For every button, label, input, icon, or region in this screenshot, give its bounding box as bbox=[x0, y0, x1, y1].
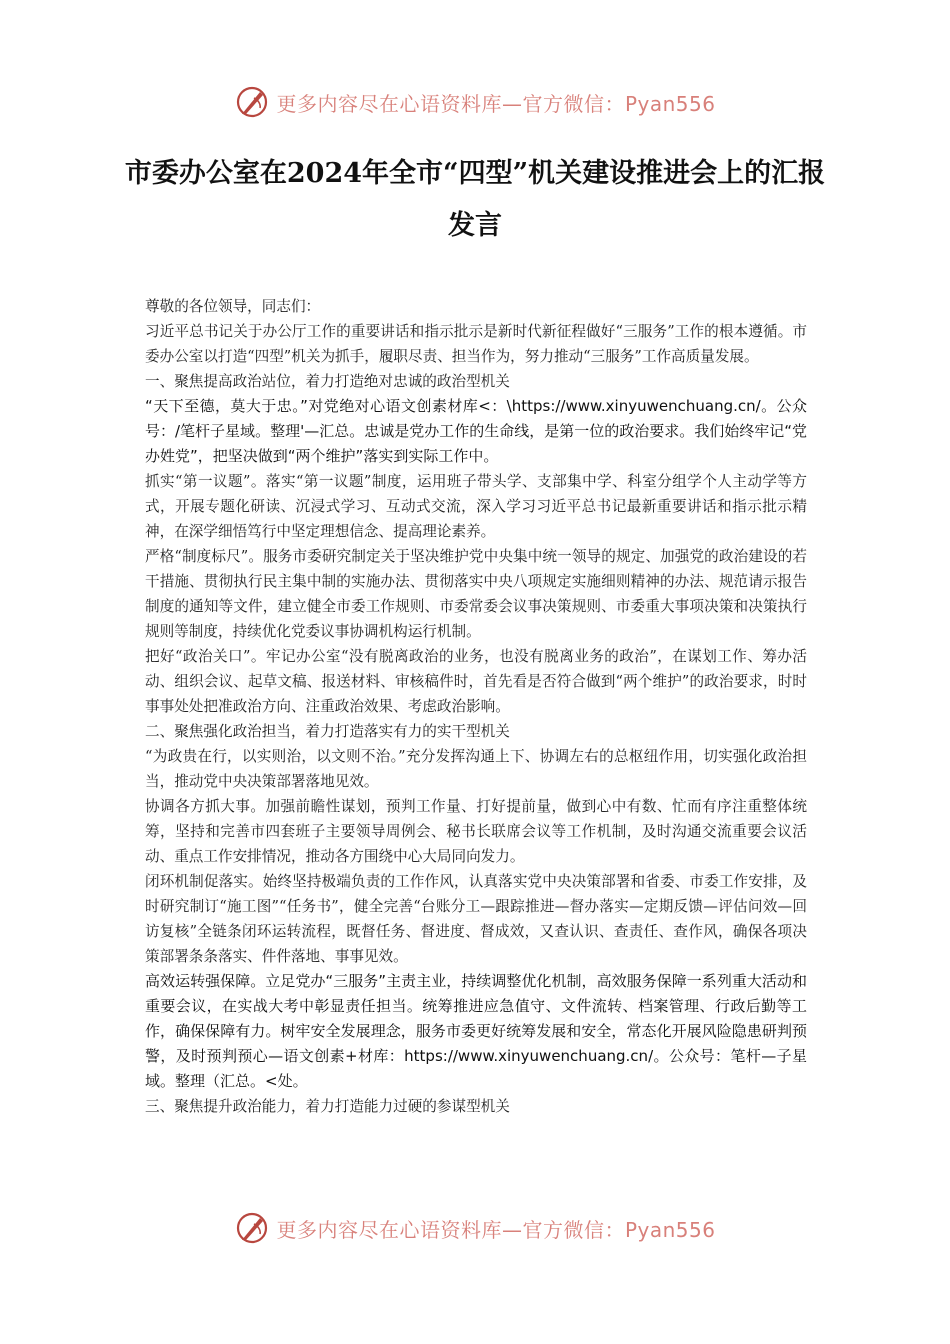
watermark-banner-top bbox=[0, 82, 950, 122]
section-heading: 三、聚焦提升政治能力，着力打造能力过硬的参谋型机关 bbox=[145, 1098, 510, 1115]
quill-logo-icon bbox=[234, 1210, 270, 1246]
quill-logo-icon bbox=[234, 84, 270, 120]
paragraph: 协调各方抓大事。加强前瞻性谋划，预判工作量、打好提前量，做到心中有数、忙而有序注重整体统筹，坚持和完善市四套班子主要领导周例会、秘书长联席会议等工作机制，及时沟通交流重要会议活动、重点工作安排情况，推动各方围绕中心大局同向发力。 bbox=[145, 798, 807, 865]
paragraph: 习近平总书记关于办公厅工作的重要讲话和指示批示是新时代新征程做好“三服务”工作的根本遵循。市委办公室以打造“四型”机关为抓手，履职尽责、担当作为，努力推动“三服务”工作高质量发展。 bbox=[145, 323, 807, 365]
paragraph: 把好“政治关口”。牢记办公室“没有脱离政治的业务，也没有脱离业务的政治”，在谋划工作、筹办活动、组织会议、起草文稿、报送材料、审核稿件时，首先看是否符合做到“两个维护”的政治要求，时时事事处处把准政治方向、注重政治效果、考虑政治影响。 bbox=[145, 648, 807, 715]
paragraph: 高效运转强保障。立足党办“三服务”主责主业，持续调整优化机制，高效服务保障一系列重大活动和重要会议，在实战大考中彰显责任担当。统筹推进应急值守、文件流转、档案管理、行政后勤等工作，确保保障有力。树牢安全发展理念，服务市委更好统筹发展和安全，常态化开展风险隐患研判预警，及时预判预心—语文创素+材库：https://www.xinyuwenchuang.cn/。公众号：笔杆—子星域。整理（汇总。<处。 bbox=[145, 972, 807, 1090]
salutation: 尊敬的各位领导，同志们： bbox=[145, 298, 321, 315]
watermark-banner-bottom bbox=[0, 1208, 950, 1248]
paragraph: 严格“制度标尺”。服务市委研究制定关于坚决维护党中央集中统一领导的规定、加强党的政治建设的若干措施、贯彻执行民主集中制的实施办法、贯彻落实中央八项规定实施细则精神的办法、规范请示报告制度的通知等文件，建立健全市委工作规则、市委常委会议事决策规则、市委重大事项决策和决策执行规则等制度，持续优化党委议事协调机构运行机制。 bbox=[145, 548, 807, 640]
watermark-text: 更多内容尽在心语资料库—官方微信：Pyan556 bbox=[276, 91, 716, 116]
section-heading: 一、聚焦提高政治站位，着力打造绝对忠诚的政治型机关 bbox=[145, 373, 510, 390]
paragraph: “为政贵在行，以实则治，以文则不治。”充分发挥沟通上下、协调左右的总枢纽作用，切实强化政治担当，推动党中央决策部署落地见效。 bbox=[145, 748, 807, 790]
paragraph: 闭环机制促落实。始终坚持极端负责的工作作风，认真落实党中央决策部署和省委、市委工作安排，及时研究制订“施工图”“任务书”，健全完善“台账分工—跟踪推进—督办落实—定期反馈—评估问效—回访复核”全链条闭环运转流程，既督任务、督进度、督成效，又查认识、查责任、查作风，确保各项决策部署条条落实、件件落地、事事见效。 bbox=[145, 873, 807, 965]
document-body bbox=[145, 294, 807, 1119]
section-heading: 二、聚焦强化政治担当，着力打造落实有力的实干型机关 bbox=[145, 723, 510, 740]
paragraph: “天下至德，莫大于忠。”对党绝对心语文创素材库<：\https://www.xinyuwenchuang.cn/。公众号：/笔杆子星域。整理'—汇总。忠诚是党办工作的生命线，是第一位的政治要求。我们始终牢记“党办姓党”，把坚决做到“两个维护”落实到实际工作中。 bbox=[145, 397, 807, 465]
paragraph: 抓实“第一议题”。落实“第一议题”制度，运用班子带头学、支部集中学、科室分组学个人主动学等方式，开展专题化研读、沉浸式学习、互动式交流，深入学习习近平总书记最新重要讲话和指示批示精神，在深学细悟笃行中坚定理想信念、提高理论素养。 bbox=[145, 473, 807, 540]
document-title: 市委办公室在2024年全市“四型”机关建设推进会上的汇报发言 bbox=[124, 158, 826, 241]
watermark-text: 更多内容尽在心语资料库—官方微信：Pyan556 bbox=[276, 1217, 716, 1242]
